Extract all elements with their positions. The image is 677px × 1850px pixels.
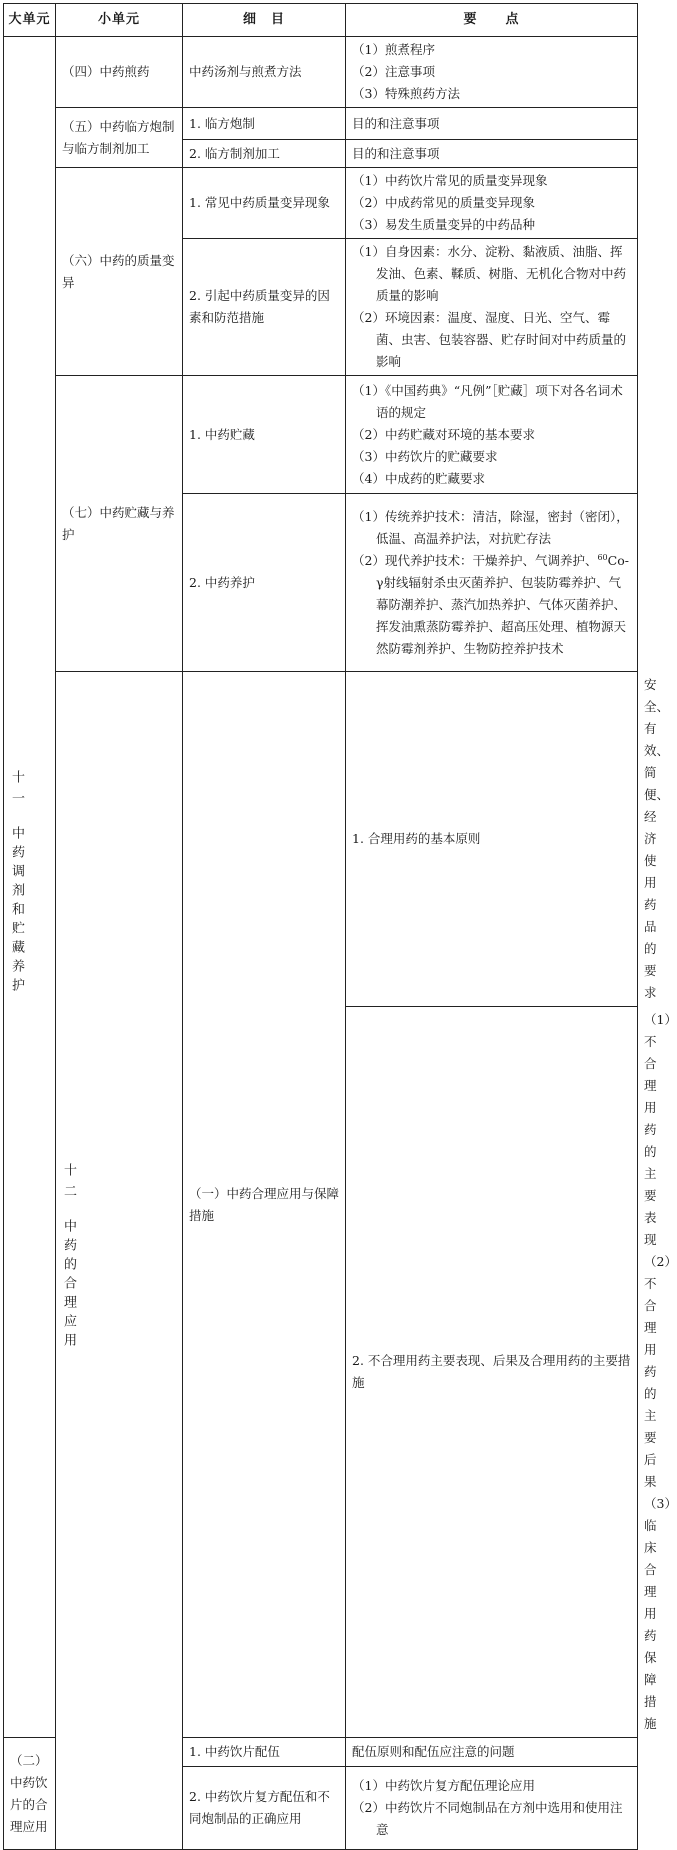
major-unit-11 — [4, 37, 56, 1738]
major-unit-12-label: 十二中药的合理应用 — [61, 1162, 76, 1352]
major-unit-11-label: 十一中药调剂和贮藏养护 — [9, 770, 24, 997]
header-minor-unit: 小单元 — [56, 4, 183, 37]
points-cell: （1）自身因素：水分、淀粉、黏液质、油脂、挥发油、色素、鞣质、树脂、无机化合物对中药质量的影响 （2）环境因素：温度、湿度、日光、空气、霉菌、虫害、包装容器、贮存时间对中药质量的影响 — [346, 239, 638, 376]
detail-cell: 1. 合理用药的基本原则 — [346, 672, 638, 1007]
detail-cell: 2. 不合理用药主要表现、后果及合理用药的主要措施 — [346, 1007, 638, 1738]
detail-cell: 中药汤剂与煎煮方法 — [183, 37, 346, 108]
points-cell: （1）传统养护技术：清洁，除湿，密封（密闭），低温、高温养护法，对抗贮存法 （2）现代养护技术：干燥养护、气调养护、$^{60}$Co-γ射线辐射杀虫灭菌养护、包装防霉养护、气幕防潮养护、蒸汽加热养护、气体灭菌养护、挥发油熏蒸防霉养护、超高压处理、植物源天然防霉剂养护、生物防控养护技术 — [346, 494, 638, 672]
detail-cell: 1. 临方炮制 — [183, 108, 346, 140]
table-row: 十二中药的合理应用 （一）中药合理应用与保障措施 1. 合理用药的基本原则 安全、有效、简便、经济使用药品的要求 — [4, 672, 638, 1007]
table-row — [4, 108, 638, 140]
detail-cell: 1. 中药饮片配伍 — [183, 1738, 346, 1767]
table-row — [4, 168, 638, 239]
points-cell: 配伍原则和配伍应注意的问题 — [346, 1738, 638, 1767]
detail-cell: 2. 中药养护 — [183, 494, 346, 672]
table-row — [4, 37, 638, 108]
minor-unit-7: （七）中药贮藏与养护 — [56, 376, 183, 672]
minor-unit-4: （四）中药煎药 — [56, 37, 183, 108]
detail-cell: 2. 引起中药质量变异的因素和防范措施 — [183, 239, 346, 376]
minor-unit-12-1: （一）中药合理应用与保障措施 — [183, 672, 346, 1738]
minor-unit-12-2: （二）中药饮片的合理应用 — [4, 1738, 56, 1850]
detail-cell: 1. 常见中药质量变异现象 — [183, 168, 346, 239]
points-cell: （1）中药饮片常见的质量变异现象 （2）中成药常见的质量变异现象 （3）易发生质量变异的中药品种 — [346, 168, 638, 239]
minor-unit-5: （五）中药临方炮制与临方制剂加工 — [56, 108, 183, 168]
points-cell: （1）煎煮程序 （2）注意事项 （3）特殊煎药方法 — [346, 37, 638, 108]
syllabus-table — [3, 3, 677, 1850]
header-detail: 细 目 — [183, 4, 346, 37]
detail-cell: 2. 中药饮片复方配伍和不同炮制品的正确应用 — [183, 1767, 346, 1850]
table-row — [4, 376, 638, 494]
detail-cell: 1. 中药贮藏 — [183, 376, 346, 494]
points-cell: （1）中药饮片复方配伍理论应用 （2）中药饮片不同炮制品在方剂中选用和使用注意 — [346, 1767, 638, 1850]
table-row: 2. 不合理用药主要表现、后果及合理用药的主要措施 （1）不合理用药的主要表现 （2）不合理用药的主要后果 （3）临床合理用药保障措施 — [4, 1007, 638, 1738]
header-points: 要 点 — [346, 4, 638, 37]
points-cell: 目的和注意事项 — [346, 108, 638, 140]
points-cell: （1）《中国药典》“凡例”［贮藏］项下对各名词术语的规定 （2）中药贮藏对环境的基本要求 （3）中药饮片的贮藏要求 （4）中成药的贮藏要求 — [346, 376, 638, 494]
major-unit-12 — [56, 672, 183, 1850]
minor-unit-6: （六）中药的质量变异 — [56, 168, 183, 376]
detail-cell: 2. 临方制剂加工 — [183, 140, 346, 168]
header-row — [4, 4, 638, 37]
points-cell: 目的和注意事项 — [346, 140, 638, 168]
header-major-unit: 大单元 — [4, 4, 56, 37]
